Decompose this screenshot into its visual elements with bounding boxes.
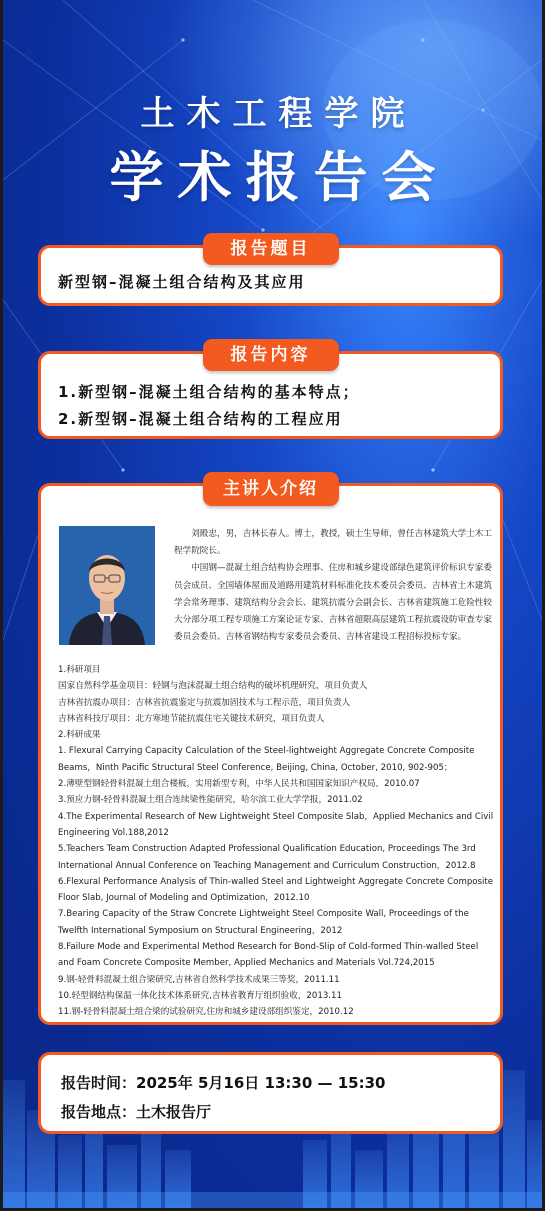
research-heading: 1.科研项目: [58, 665, 101, 675]
research-item: 3.预应力钢-轻骨料混凝土组合连续梁性能研究，哈尔滨工业大学学报，2011.02: [58, 795, 363, 806]
research-item: 5.Teachers Team Construction Adapted Professional Qualification Education, Proceedings The 3rd International Annual Conference on Teaching Management and Curriculum Construction，2012.8: [58, 844, 476, 871]
bio-paragraph: 中国钢—混凝土组合结构协会理事、住房和城乡建设部绿色建筑评价标识专家委员会成员、全国墙体屋面及道路用建筑材料标准化技术委员会委员、吉林省土木建筑学会常务理事、建筑结构分会会长、建筑抗震分会副会长、吉林省建筑施工危险性较大分部分项工程专项施工方案论证专家、吉林省超限高层建筑工程抗震设防审查专家委员会委员、吉林省钢结构专家委员会委员、吉林省建设工程招标投标专家。: [174, 563, 492, 643]
content-item: 1.新型钢–混凝土组合结构的基本特点；: [58, 383, 360, 401]
research-list: [58, 662, 494, 1021]
topic-card: [38, 239, 503, 306]
research-item: 6.Flexural Performance Analysis of Thin-walled Steel and Lightweight Aggregate Concrete Composite Floor Slab, Journal of Modeling and Optimization，2012.10: [58, 876, 494, 904]
topic-text: 新型钢–混凝土组合结构及其应用: [58, 273, 306, 291]
research-item: 11.钢-轻骨料混凝土组合梁的试验研究,住房和城乡建设部组织鉴定，2010.12: [58, 1007, 354, 1018]
content-item: 2.新型钢–混凝土组合结构的工程应用: [58, 410, 343, 428]
research-item: 1. Flexural Carrying Capacity Calculation of the Steel-lightweight Aggregate Concrete Composite Beams，Ninth Pacific Structural Steel Conference, Beijing, China, October, 2010, 902-905；: [58, 746, 475, 773]
research-item: 7.Bearing Capacity of the Straw Concrete Lightweight Steel Composite Wall, Proceedings of the Twelfth International Symposium on Structural Engineering，2012: [58, 909, 469, 936]
page-title-event: 学术报告会: [109, 146, 450, 209]
topic-label: 报告题目: [203, 233, 339, 265]
content-label: 报告内容: [203, 339, 339, 371]
speaker-bio: [174, 526, 494, 646]
research-item: 9.钢-轻骨料混凝土组合梁研究,吉林省自然科学技术成果三等奖，2011.11: [58, 974, 340, 985]
research-item: 吉林省抗震办项目：吉林省抗震鉴定与抗震加固技术与工程示范，项目负责人: [58, 697, 351, 708]
speaker-photo: [59, 526, 155, 645]
bio-paragraph: 刘殿忠，男，吉林长春人。博士，教授，硕士生导师，曾任吉林建筑大学土木工程学院院长。: [174, 529, 492, 557]
research-item: 10.轻型钢结构保温一体化技术体系研究,吉林省教育厅组织验收，2013.11: [58, 990, 342, 1001]
speaker-card: [38, 479, 503, 1025]
research-item: 吉林省科技厅项目：北方寒地节能抗震住宅关键技术研究，项目负责人: [58, 713, 325, 724]
content-card: [38, 345, 503, 439]
research-item: 2.薄壁型钢轻骨料混凝土组合楼板，实用新型专利，中华人民共和国国家知识产权局，2010.07: [58, 779, 420, 790]
research-item: 国家自然科学基金项目：轻钢与泡沫混凝土组合结构的破坏机理研究，项目负责人: [58, 681, 368, 692]
speaker-portrait-image: [59, 526, 155, 645]
page-title-school: 土木工程学院: [140, 94, 417, 134]
schedule-card: [38, 1052, 503, 1134]
speaker-label: 主讲人介绍: [203, 472, 339, 506]
research-heading: 2.科研成果: [58, 730, 101, 741]
research-item: 4.The Experimental Research of New Lightweight Steel Composite Slab，Applied Mechanics and Civil Engineering Vol.188,2012: [58, 811, 494, 838]
report-place: 报告地点：土木报告厅: [61, 1103, 212, 1121]
report-time: 报告时间：2025年 5月16日 13:30 — 15:30: [61, 1074, 386, 1092]
research-item: 8.Failure Mode and Experimental Method Research for Bond-Slip of Cold-formed Thin-walled Steel and Foam Concrete Composite Member, Applied Mechanics and Materials Vol.724,2015: [58, 942, 479, 969]
poster: [3, 0, 542, 1208]
